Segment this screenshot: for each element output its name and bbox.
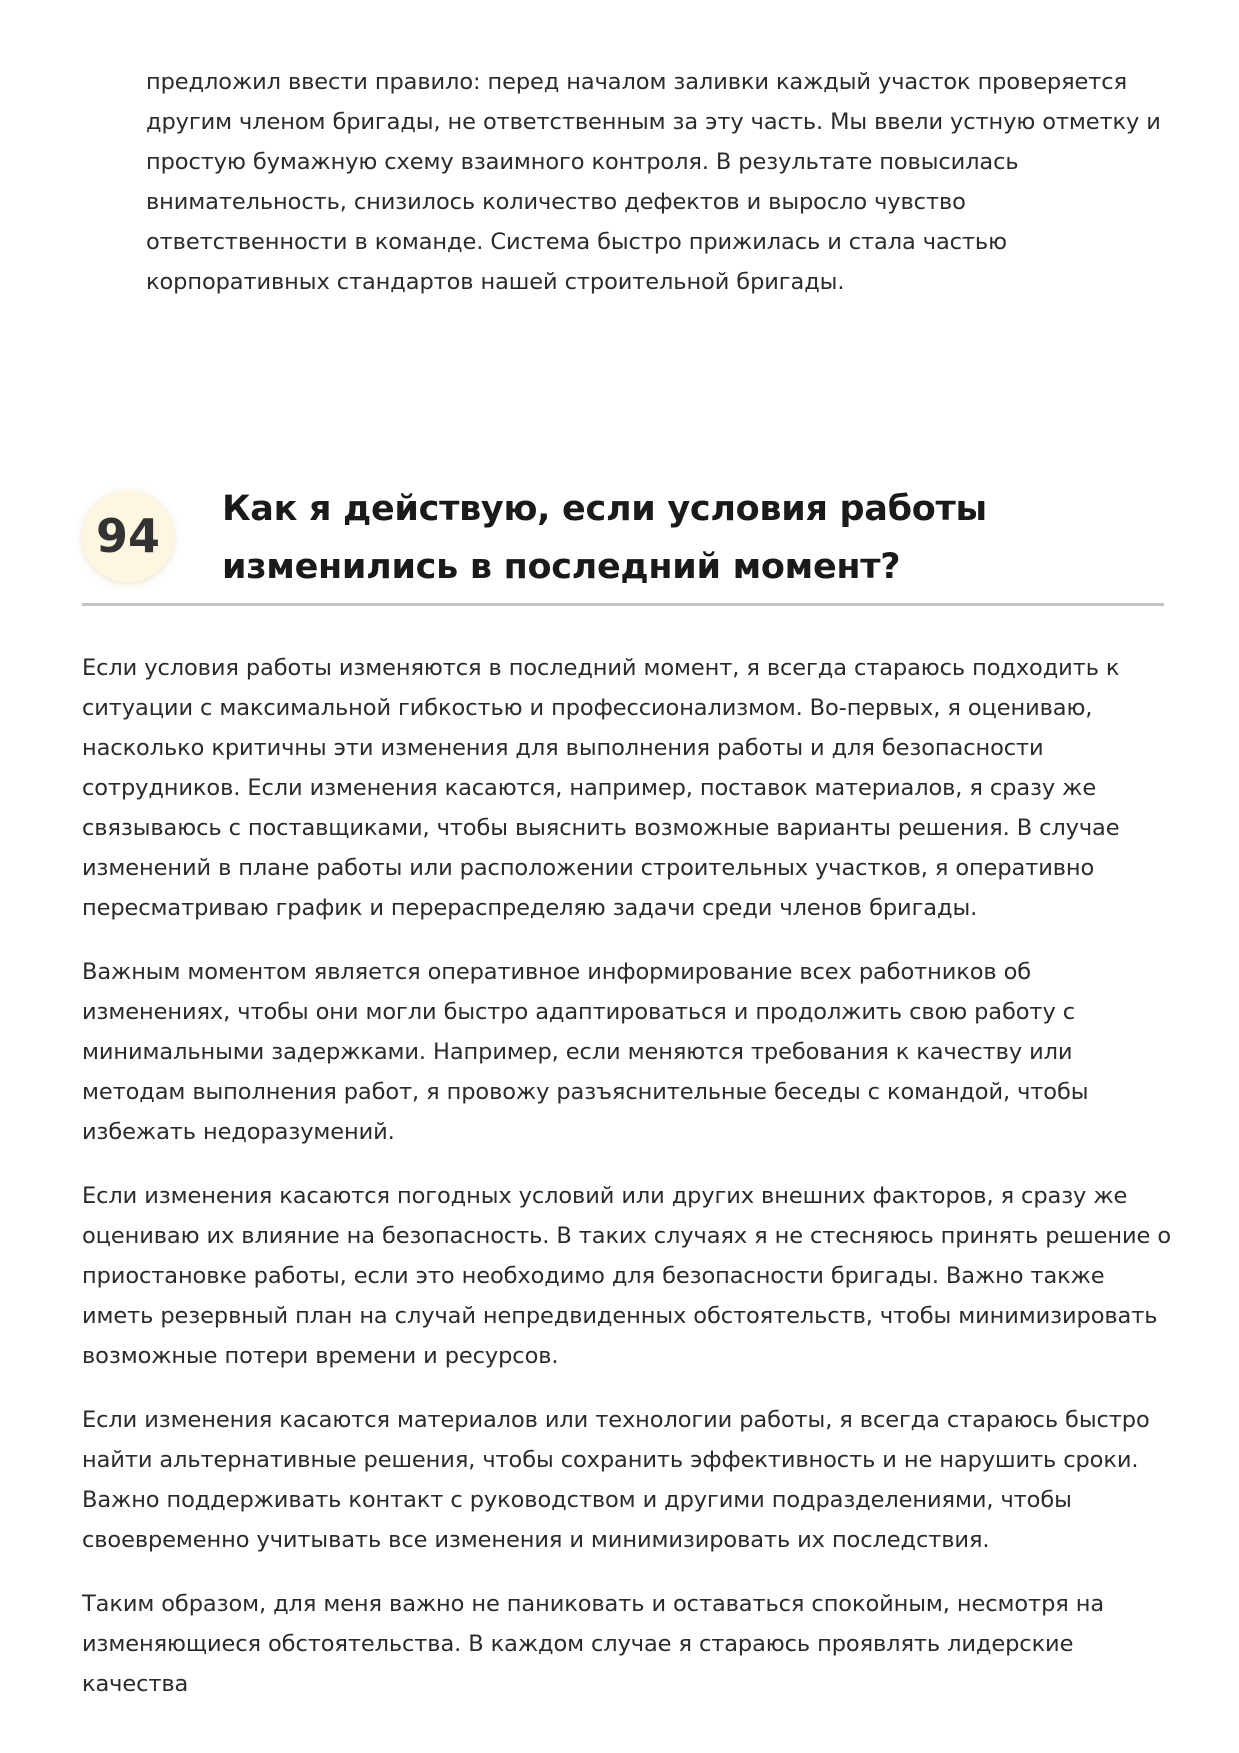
- question-title: Как я действую, если условия работы изменились в последний момент?: [222, 489, 987, 587]
- answer-paragraph: Важным моментом является оперативное информирование всех работников об изменениях, чтобы они могли быстро адаптироваться и продолжить свою работу с минимальными задержками. Например, если меняются требования к качеству или методам выполнения работ, я провожу разъяснительные беседы с командой, чтобы избежать недоразумений.: [82, 959, 1089, 1145]
- intro-paragraph: предложил ввести правило: перед началом заливки каждый участок проверяется другим членом бригады, не ответственным за эту часть. Мы ввели устную отметку и простую бумажную схему взаимного контроля. В результате повысилась внимательность, снизилось количество дефектов и выросло чувство ответственности в команде. Система быстро прижилась и стала частью корпоративных стандартов нашей строительной бригады.: [146, 69, 1161, 295]
- answer-paragraph: Если изменения касаются материалов или технологии работы, я всегда стараюсь быстро найти альтернативные решения, чтобы сохранить эффективность и не нарушить сроки. Важно поддерживать контакт с руководством и другими подразделениями, чтобы своевременно учитывать все изменения и минимизировать их последствия.: [82, 1407, 1150, 1553]
- question-number-badge: 94: [82, 490, 174, 582]
- answer-body: [82, 648, 1172, 1728]
- answer-paragraph: Таким образом, для меня важно не паниковать и оставаться спокойным, несмотря на изменяющиеся обстоятельства. В каждом случае я стараюсь проявлять лидерские качества: [82, 1591, 1105, 1697]
- answer-paragraph: Если условия работы изменяются в последний момент, я всегда стараюсь подходить к ситуации с максимальной гибкостью и профессионализмом. Во-первых, я оцениваю, насколько критичны эти изменения для выполнения работы и для безопасности сотрудников. Если изменения касаются, например, поставок материалов, я сразу же связываюсь с поставщиками, чтобы выяснить возможные варианты решения. В случае изменений в плане работы или расположении строительных участков, я оперативно пересматриваю график и перераспределяю задачи среди членов бригады.: [82, 655, 1120, 921]
- question-header: [82, 480, 1164, 606]
- answer-paragraph: Если изменения касаются погодных условий или других внешних факторов, я сразу же оцениваю их влияние на безопасность. В таких случаях я не стесняюсь принять решение о приостановке работы, если это необходимо для безопасности бригады. Важно также иметь резервный план на случай непредвиденных обстоятельств, чтобы минимизировать возможные потери времени и ресурсов.: [82, 1183, 1172, 1369]
